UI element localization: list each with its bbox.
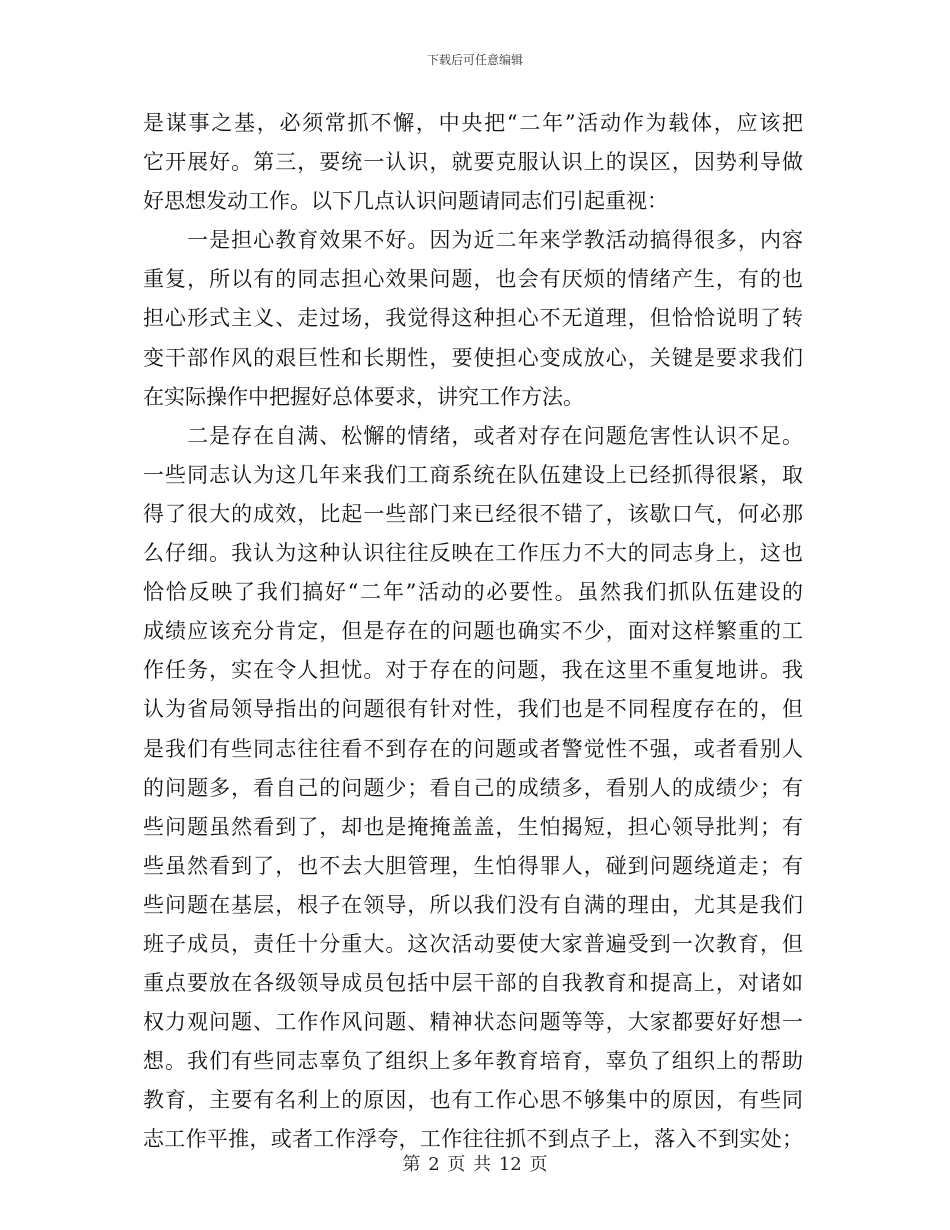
text-line: 一些同志认为这几年来我们工商系统在队伍建设上已经抓得很紧，取 <box>143 462 803 487</box>
text-line: 是我们有些同志往往看不到存在的问题或者警觉性不强，或者看别人 <box>143 736 803 761</box>
text-line: 恰恰反映了我们搞好“二年”活动的必要性。虽然我们抓队伍建设的 <box>143 580 803 605</box>
text-line: 担心形式主义、走过场，我觉得这种担心不无道理，但恰恰说明了转 <box>143 306 803 331</box>
text-line: 重点要放在各级领导成员包括中层干部的自我教育和提高上，对诸如 <box>143 971 803 996</box>
text-line: 班子成员，责任十分重大。这次活动要使大家普遍受到一次教育，但 <box>143 931 803 956</box>
text-line: 在实际操作中把握好总体要求，讲究工作方法。 <box>143 384 584 409</box>
document-body <box>143 104 803 1160</box>
text-line: 么仔细。我认为这种认识往往反映在工作压力不大的同志身上，这也 <box>143 541 803 566</box>
text-line: 权力观问题、工作作风问题、精神状态问题等等，大家都要好好想一 <box>143 1010 803 1035</box>
text-line: 二是存在自满、松懈的情绪，或者对存在问题危害性认识不足。 <box>143 423 803 448</box>
text-line: 志工作平推，或者工作浮夸，工作往往抓不到点子上，落入不到实处； <box>143 1127 803 1152</box>
text-line: 教育，主要有名利上的原因，也有工作心思不够集中的原因，有些同 <box>143 1088 803 1113</box>
page-header: 下载后可任意编辑 <box>426 53 523 67</box>
text-line: 它开展好。第三，要统一认识，就要克服认识上的误区，因势利导做 <box>143 150 803 175</box>
text-line: 想。我们有些同志辜负了组织上多年教育培育，辜负了组织上的帮助 <box>143 1049 803 1074</box>
text-line: 些虽然看到了，也不去大胆管理，生怕得罪人，碰到问题绕道走；有 <box>143 853 803 878</box>
page-number-footer: 第 2 页 共 12 页 <box>402 1154 548 1175</box>
text-line: 的问题多，看自己的问题少；看自己的成绩多，看别人的成绩少；有 <box>143 775 803 800</box>
text-line: 重复，所以有的同志担心效果问题，也会有厌烦的情绪产生，有的也 <box>143 267 803 292</box>
text-line: 得了很大的成效，比起一些部门来已经很不错了，该歇口气，何必那 <box>143 501 803 526</box>
text-line: 一是担心教育效果不好。因为近二年来学教活动搞得很多，内容 <box>143 228 803 253</box>
text-line: 些问题在基层，根子在领导，所以我们没有自满的理由，尤其是我们 <box>143 892 803 917</box>
text-line: 变干部作风的艰巨性和长期性，要使担心变成放心，关键是要求我们 <box>143 345 803 370</box>
text-line: 是谋事之基，必须常抓不懈，中央把“二年”活动作为载体，应该把 <box>143 111 803 135</box>
text-line: 作任务，实在令人担忧。对于存在的问题，我在这里不重复地讲。我 <box>143 658 803 683</box>
text-line: 些问题虽然看到了，却也是掩掩盖盖，生怕揭短，担心领导批判；有 <box>143 814 803 839</box>
text-line: 成绩应该充分肯定，但是存在的问题也确实不少，面对这样繁重的工 <box>143 619 803 644</box>
text-line: 好思想发动工作。以下几点认识问题请同志们引起重视： <box>143 189 668 214</box>
text-line: 认为省局领导指出的问题很有针对性，我们也是不同程度存在的，但 <box>143 697 803 722</box>
